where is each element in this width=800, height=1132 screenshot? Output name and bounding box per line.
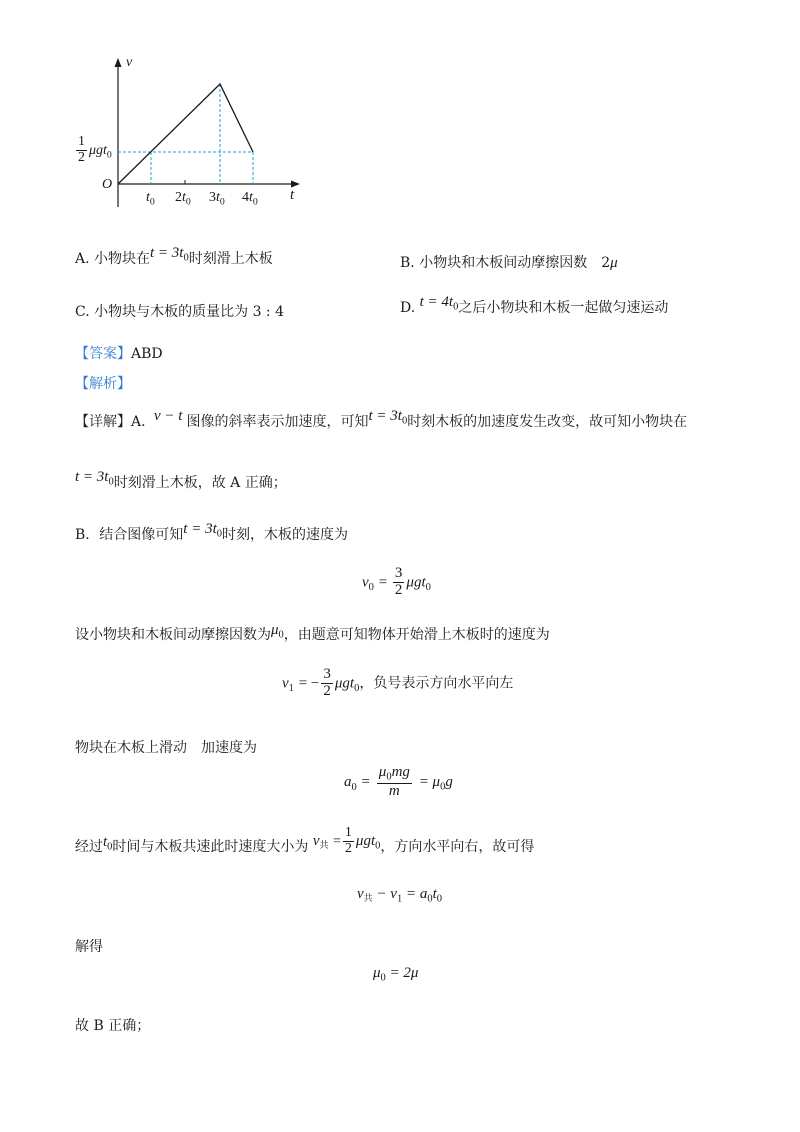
- detail-line-slide: 物块在木板上滑动 加速度为: [75, 740, 257, 756]
- analysis-tag: 【解析】: [75, 376, 131, 392]
- equation-mu0: $\mu_0 = 2\mu$: [373, 965, 419, 984]
- option-d: D. $t = 4t_0$之后小物块和木板一起做匀速运动: [400, 294, 669, 316]
- tick-label-4t0: $4t_0$: [242, 190, 258, 208]
- v-axis-arrow: [115, 58, 122, 67]
- option-d-eq: $t = 4t_0$: [419, 294, 459, 313]
- tick-label-2t0: $2t_0$: [175, 190, 191, 208]
- vt-line: [118, 84, 253, 184]
- y-value-label: [74, 135, 112, 165]
- detail-line-b: B．结合图像可知$t = 3t_0$时刻，木板的速度为: [75, 521, 349, 543]
- equation-a0: $a_0$ = $\frac{\mu_0mg}{m}$ = $\mu_0g$: [344, 764, 453, 799]
- tick-label-3t0: $3t_0$: [209, 190, 225, 208]
- equation-vgong: $v_共 - v_1 = a_0t_0$: [357, 886, 443, 905]
- option-c: C. 小物块与木板的质量比为 3 : 4: [75, 304, 284, 320]
- tick-label-t0: $t_0$: [146, 190, 155, 208]
- detail-line-1: 【详解】A. v − t 图像的斜率表示加速度，可知$t = 3t_0$时刻木板的加速度发生改变，故可知小物块在: [75, 408, 688, 430]
- y-label-den: 2: [78, 149, 85, 165]
- detail-line-2: $t = 3t_0$时刻滑上木板，故 A 正确；: [75, 469, 287, 491]
- detail-line-b-conclusion: 故 B 正确；: [75, 1018, 151, 1034]
- option-b: B. 小物块和木板间动摩擦因数 2μ: [400, 255, 618, 271]
- origin-label: O: [102, 177, 113, 192]
- detail-line-solve: 解得: [75, 939, 103, 955]
- y-label-sub: 0: [106, 149, 112, 161]
- vt-graph: [70, 55, 310, 219]
- t-axis-label: t: [290, 187, 295, 203]
- answer-line: [75, 343, 163, 363]
- detail-line-pass: 经过$t_0$时间与木板共速此时速度大小为 $v_共$ = $\frac{1}{2}$ μgt$_0$，方向水平向右，故可得: [75, 825, 535, 856]
- answer-value: ABD: [131, 346, 163, 362]
- analysis-line: [75, 373, 131, 393]
- v-axis-label: v: [126, 55, 133, 70]
- y-label-rest: μgt: [89, 143, 107, 159]
- option-a-eq: $t = 3t_0$: [150, 245, 189, 264]
- y-label-num: 1: [78, 134, 85, 149]
- detail-line-set: 设小物块和木板间动摩擦因数为$\mu_0$，由题意可知物体开始滑上木板时的速度为: [75, 622, 550, 643]
- option-a: A. 小物块在$t = 3t_0$时刻滑上木板: [75, 245, 273, 267]
- answer-tag: 【答案】: [75, 346, 131, 362]
- equation-v0: $v_0$ = $\frac{3}{2}$ μgt$_0$: [362, 565, 431, 598]
- equation-v1: $v_1$ = − $\frac{3}{2}$ μgt$_0$，负号表示方向水平向左: [282, 666, 514, 699]
